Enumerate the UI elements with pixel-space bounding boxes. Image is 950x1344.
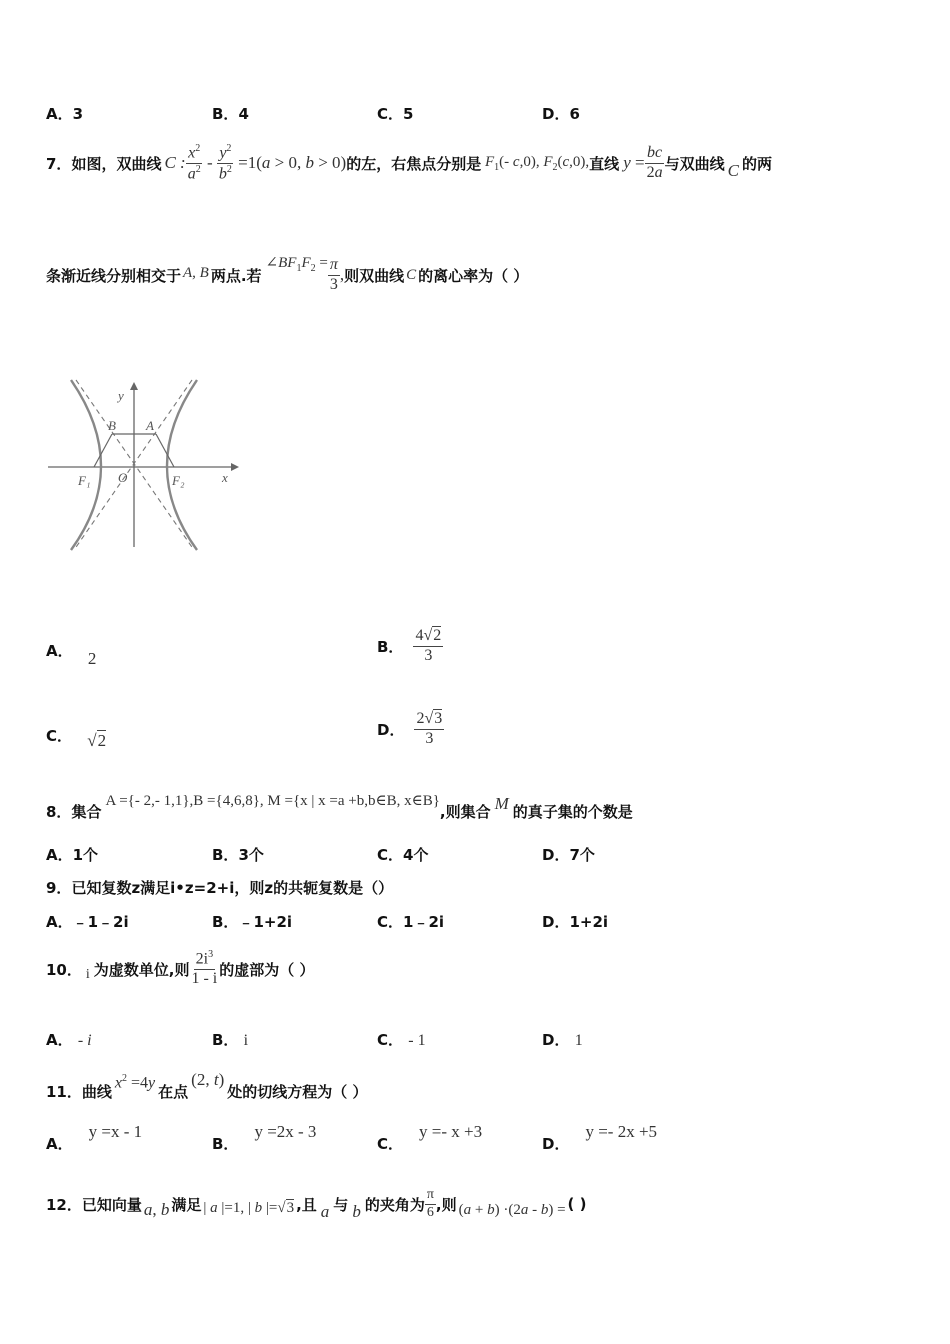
q8-option-c: C．4个: [377, 846, 429, 864]
q8-option-b: B．3个: [212, 846, 264, 864]
q7-angle: $\angle BF_1F_2$ =: [265, 254, 328, 274]
q11-option-d: D． y =- 2x +5: [542, 1122, 658, 1153]
q7-option-b: B． $\frac{4√2}{3}$: [377, 627, 442, 664]
label-b: B: [108, 418, 116, 433]
q12-frac-pi6: $\frac{\pi}{6}$: [426, 1187, 434, 1220]
hyperbola-right-branch: [167, 380, 197, 550]
q9-stem: 9．已知复数z满足i•z=2+i，则z的共轭复数是（）: [46, 879, 394, 897]
segment-a-f2: [156, 434, 174, 467]
q9-option-d: D．1+2i: [542, 913, 609, 931]
q7-option-d: D． $\frac{2√3}{3}$: [377, 710, 443, 747]
label-x: x: [222, 470, 228, 485]
q7-option-a-value: 2: [87, 649, 97, 668]
asymptote-2: [74, 380, 192, 550]
q8-set-expression: A ={- 2,- 1,1},B ={4,6,8}, M ={x | x =a +b,b∈B, x∈B}: [105, 793, 440, 809]
q7-line-1: 7． 如图，双曲线 C : $\frac{x^2}{a^2}$ - $\frac{y^2}{b^2}$ =1(a > 0, b > 0) 的左，右焦点分别是 $F_1(-$ c,0), $F_2(c,0)$, 直线 y = $\frac{bc}{2a}$ 与双曲线 C 的两: [46, 142, 772, 182]
x-axis-arrow: [231, 463, 239, 471]
q6-option-b: B．4: [212, 105, 249, 123]
label-f1: F₁: [78, 473, 91, 488]
label-a: A: [146, 418, 154, 433]
q8-option-d: D．7个: [542, 846, 595, 864]
hyperbola-left-branch: [71, 380, 101, 550]
segment-f1-b: [94, 434, 112, 467]
q6-option-a: A．3: [46, 105, 84, 123]
q10-option-d: D． 1: [542, 1031, 583, 1049]
q7-frac-x2a2: $\frac{x^2}{a^2}$: [187, 142, 201, 182]
q12-stem: 12． 已知向量 a, b 满足 | a |=1, | b |=√3 ,且 a 与 b 的夹角为 $\frac{\pi}{6}$ ,则 (a + b) ·(2a - b) = ( ): [46, 1187, 587, 1221]
q10-option-a: A． - i: [46, 1031, 92, 1049]
asymptote-1: [76, 380, 194, 550]
q7-frac-y2b2: $\frac{y^2}{b^2}$: [218, 142, 232, 182]
q8-stem: 8． 集合 A ={- 2,- 1,1},B ={4,6,8}, M ={x | x =a +b,b∈B, x∈B} ,则集合 M 的真子集的个数是: [46, 793, 633, 821]
q8-option-a: A．1个: [46, 846, 99, 864]
q7-option-c-value: √2: [87, 731, 107, 750]
label-f2: F₂: [172, 473, 185, 488]
q7-frac-pi3: $\frac{\pi}{3}$: [329, 256, 338, 293]
q6-option-c: C．5: [377, 105, 414, 123]
q7-line-2: 条渐近线分别相交于 A, B 两点.若 $\angle BF_1F_2$ = $\frac{\pi}{3}$ , 则双曲线 C 的离心率为（ ）: [46, 254, 529, 293]
y-axis-arrow: [130, 382, 138, 390]
q7-number: 7．: [46, 154, 72, 173]
q10-fraction: $\frac{2i^3}{1 - i}$: [191, 949, 218, 988]
q9-option-a: A．﹣1﹣2i: [46, 913, 129, 931]
q10-option-b: B． i: [212, 1031, 249, 1049]
label-o: O: [118, 470, 128, 485]
q9-option-c: C．1﹣2i: [377, 913, 445, 931]
q6-option-d: D．6: [542, 105, 580, 123]
q7-frac-bc2a: $\frac{bc}{2a}$: [646, 144, 663, 181]
q7-option-c: C． √2: [46, 727, 107, 750]
hyperbola-figure: [46, 372, 246, 552]
q11-option-b: B． y =2x - 3: [212, 1122, 317, 1153]
q11-option-c: C． y =- x +3: [377, 1122, 483, 1153]
q7-curve-name: C :: [164, 153, 186, 172]
q7-option-a: A． 2: [46, 642, 97, 668]
q10-stem: 10． i 为虚数单位,则 $\frac{2i^3}{1 - i}$ 的虚部为（ ）: [46, 949, 315, 988]
q11-option-a: A． y =x - 1: [46, 1122, 143, 1153]
q11-stem: 11． 曲线 $x^2 =4y$ 在点 (2, t) 处的切线方程为（ ）: [46, 1070, 368, 1101]
label-y: y: [118, 388, 124, 403]
q7-foci: $F_1(-$ c,0), $F_2(c,0)$,: [484, 153, 590, 173]
q7-option-d-value: $\frac{2√3}{3}$: [416, 710, 443, 747]
q10-option-c: C． - 1: [377, 1031, 426, 1049]
q7-option-b-value: $\frac{4√2}{3}$: [415, 627, 442, 664]
q9-option-b: B．﹣1+2i: [212, 913, 293, 931]
